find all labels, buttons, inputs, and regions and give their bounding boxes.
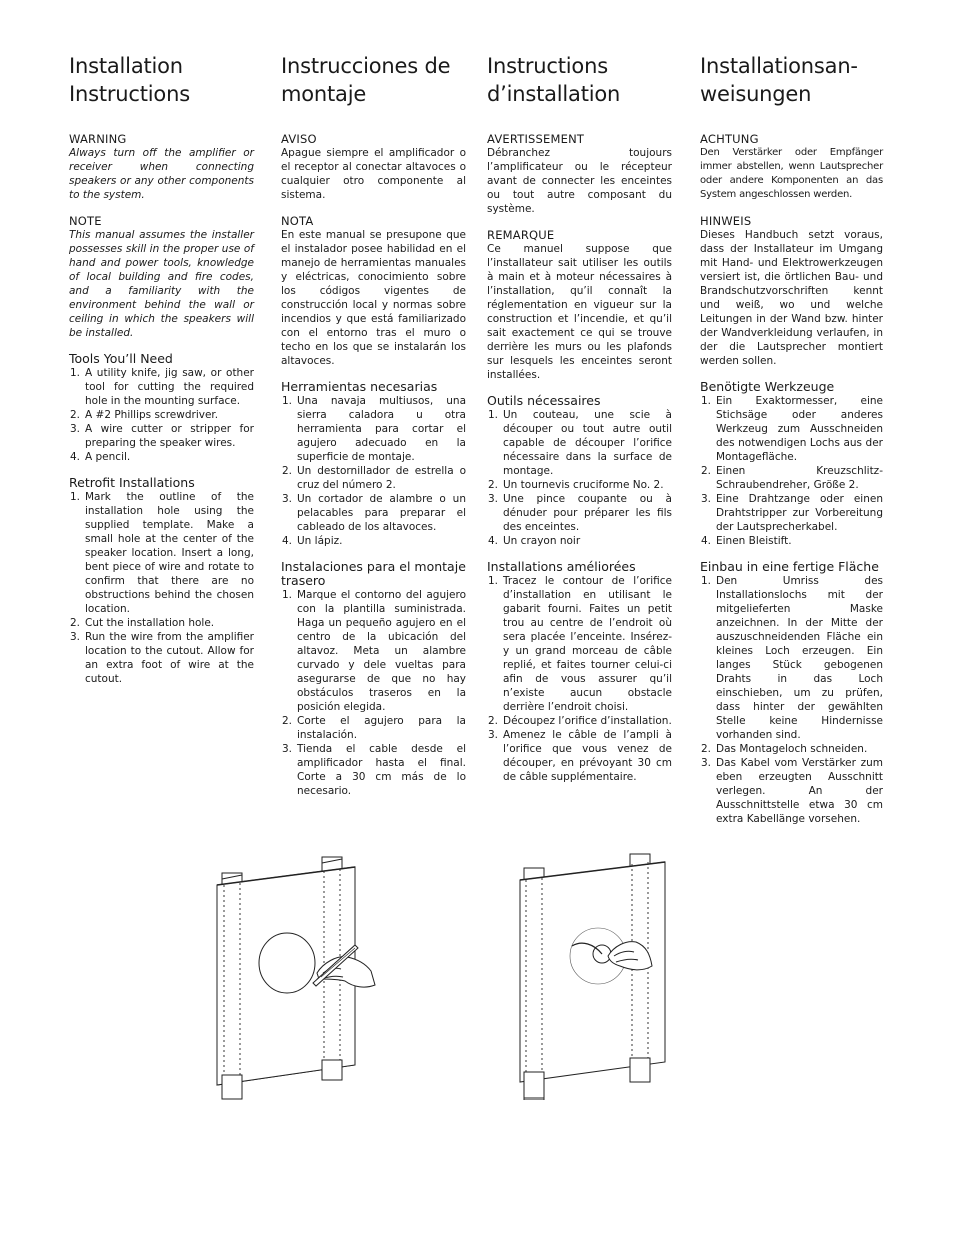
list-item: 2. A #2 Phillips screwdriver.	[70, 409, 219, 421]
list-item: 1. A utility knife, jig saw, or other tool for cutting the required hole in the mounting surface.	[70, 367, 254, 407]
tools-heading: Benötigte Werkzeuge	[700, 379, 835, 394]
list-item: 1. Ein Exaktormesser, eine Stichsäge oder anderes Werkzeug zum Ausschneiden des notwendigen Lochs aus der Montagefläche.	[701, 395, 883, 463]
note-label: NOTA	[281, 214, 314, 228]
column-german	[700, 52, 883, 826]
list-item: 3. A wire cutter or stripper for preparing the speaker wires.	[70, 423, 254, 449]
list-item: 2. Cut the installation hole.	[70, 617, 215, 629]
tools-heading: Herramientas necesarias	[281, 379, 438, 394]
illustration-marking-outline	[205, 855, 405, 1100]
retrofit-heading: Instalaciones para el montaje trasero	[281, 559, 466, 588]
warning-text: Always turn off the amplifier or receiver when connecting speakers or any other components to the system.	[69, 147, 254, 201]
warning-label: ACHTUNG	[700, 132, 759, 146]
note-text: Dieses Handbuch setzt voraus, dass der Installateur im Umgang mit Hand- und Elektrowerkzeugen versiert ist, die örtlichen Bau- und Brandschutzvorschriften kennt und weiß, wo und welche Leitungen in der Wand bzw. hinter der Wandverkleidung verlaufen, in der die Lautsprecher montiert werden sollen.	[700, 229, 883, 367]
retrofit-heading: Einbau in eine fertige Fläche	[700, 559, 879, 574]
page-title-english: Installation Instructions	[69, 54, 190, 106]
tools-list	[69, 366, 254, 464]
note-text: Ce manuel suppose que l’installateur sait utiliser les outils à main et à moteur nécessaires à l’installation, qu’il connaît la réglementation en vigueur sur la construction et l’incendie, et qu’il sait exactement ce qui se trouve derrière les murs ou les plafonds sur lesquels les enceintes seront installées.	[487, 243, 672, 381]
retrofit-list	[281, 588, 466, 798]
list-item: 3. Tienda el cable desde el amplificador hasta el final. Corte a 30 cm más de lo necesario.	[282, 743, 466, 797]
list-item: 1. Mark the outline of the installation hole using the supplied template. Make a small hole at the center of the speaker location. Insert a long, bent piece of wire and rotate to confirm that there are no obstructions behind the chosen location.	[70, 491, 254, 615]
list-item: 2. Corte el agujero para la instalación.	[282, 715, 466, 741]
note-label: HINWEIS	[700, 214, 752, 228]
tools-list	[700, 394, 883, 548]
page-title-spanish: Instrucciones de montaje	[281, 54, 451, 106]
list-item: 4. Un crayon noir	[488, 535, 581, 547]
list-item: 1. Una navaja multiusos, una sierra caladora u otra herramienta para cortar el agujero adecuado en la superficie de montaje.	[282, 395, 466, 463]
list-item: 2. Einen Kreuzschlitz-Schraubendreher, Größe 2.	[701, 465, 883, 491]
page-title-french: Instructions d’installation	[487, 54, 621, 106]
warning-label: AVERTISSEMENT	[487, 132, 585, 146]
list-item: 1. Marque el contorno del agujero con la plantilla suministrada. Haga un pequeño agujero en el centro de la ubicación del altavoz. Meta un alambre curvado y dele vueltas para asegurarse de que no hay obstáculos traseros en la posición elegida.	[282, 589, 466, 713]
list-item: 3. Run the wire from the amplifier location to the cutout. Allow for an extra foot of wire at the cutout.	[70, 631, 254, 685]
warning-text: Apague siempre el amplificador o el receptor al conectar altavoces o cualquier otro componente al sistema.	[281, 147, 466, 201]
list-item: 4. Un lápiz.	[282, 535, 343, 547]
note-label: REMARQUE	[487, 228, 555, 242]
speaker-outline	[259, 933, 315, 993]
tools-list	[281, 394, 466, 548]
list-item: 1. Un couteau, une scie à découper ou tout autre outil capable de découper l’orifice nécessaire dans la surface de montage.	[488, 409, 672, 477]
warning-label: WARNING	[69, 132, 127, 146]
column-spanish	[281, 52, 466, 798]
list-item: 3. Das Kabel vom Verstärker zum eben erzeugten Ausschnitt verlegen. An der Ausschnittstelle etwa 30 cm extra Kabellänge vorsehen.	[701, 757, 883, 825]
note-text: En este manual se presupone que el instalador posee habilidad en el manejo de herramientas manuales y eléctricas, conocimiento sobre los códigos vigentes de construcción local y normas sobre incendios y que está familiarizado con el entorno tras el muro o techo en los que se instalarán los altavoces.	[281, 229, 466, 367]
tools-heading: Outils nécessaires	[487, 393, 601, 408]
list-item: 1. Den Umriss des Installationslochs mit der mitgelieferten Maske anzeichnen. In der Mitte der auszuschneidenden Fläche ein kleines Loch erzeugen. Ein langes Stück gebogenen Drahts in das Loch einschieben, um zu prüfen, dass hinter der gewählten Stelle keine Hindernisse vorhanden sind.	[701, 575, 883, 741]
list-item: 2. Un destornillador de estrella o cruz del número 2.	[282, 465, 466, 491]
list-item: 3. Une pince coupante ou à dénuder pour préparer les fils des enceintes.	[488, 493, 672, 533]
illustration-checking-obstructions	[510, 850, 710, 1100]
list-item: 3. Un cortador de alambre o un pelacables para preparar el cableado de los altavoces.	[282, 493, 466, 533]
column-french	[487, 52, 672, 784]
warning-label: AVISO	[281, 132, 317, 146]
retrofit-heading: Retrofit Installations	[69, 475, 195, 490]
list-item: 2. Das Montageloch schneiden.	[701, 743, 868, 755]
page-title-german: Installationsan- weisungen	[700, 54, 858, 106]
list-item: 2. Un tournevis cruciforme No. 2.	[488, 479, 664, 491]
tools-list	[487, 408, 672, 548]
tools-heading: Tools You’ll Need	[69, 351, 173, 366]
warning-text: Débranchez toujours l’amplificateur ou le récepteur avant de connecter les enceintes ou tout autre composant du système.	[487, 147, 672, 215]
list-item: 2. Découpez l’orifice d’installation.	[488, 715, 672, 727]
column-english	[69, 52, 254, 686]
list-item: 3. Eine Drahtzange oder einen Drahtstripper zur Vorbereitung der Lautsprecherkabel.	[701, 493, 883, 533]
retrofit-list	[69, 490, 254, 686]
list-item: 4. A pencil.	[70, 451, 131, 463]
list-item: 3. Amenez le câble de l’ampli à l’orifice que vous venez de découper, en prévoyant 30 cm de câble supplémentaire.	[488, 729, 672, 783]
list-item: 1. Tracez le contour de l’orifice d’installation en utilisant le gabarit fourni. Faites un petit trou au centre de l’endroit où sera placée l’enceinte. Insérez-y un grand morceau de câble replié, et faites tourner celui-ci afin de vous assurer qu’il n’existe aucun obstacle derrière l’endroit choisi.	[488, 575, 672, 713]
note-text: This manual assumes the installer possesses skill in the proper use of hand and power tools, knowledge of local building and fire codes, and a familiarity with the environment behind the wall or ceiling in which the speakers will be installed.	[69, 229, 254, 339]
retrofit-list	[487, 574, 672, 784]
retrofit-list	[700, 574, 883, 826]
note-label: NOTE	[69, 214, 102, 228]
retrofit-heading: Installations améliorées	[487, 559, 636, 574]
list-item: 4. Einen Bleistift.	[701, 535, 792, 547]
warning-text: Den Verstärker oder Empfänger immer abstellen, wenn Lautsprecher oder andere Komponenten an das System angeschlossen werden.	[700, 147, 883, 200]
